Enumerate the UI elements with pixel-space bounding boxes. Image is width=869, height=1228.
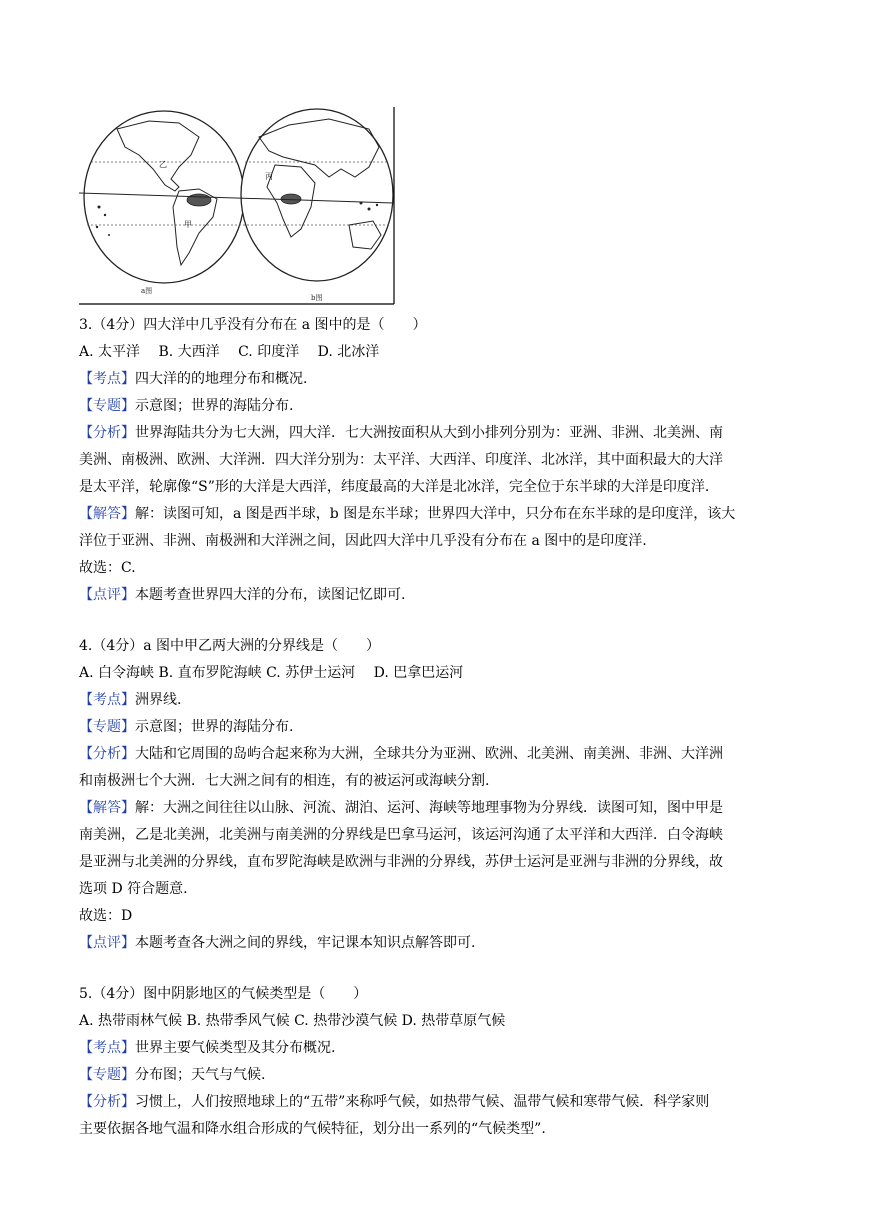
q4-fenxi-1: 【分析】大陆和它周围的岛屿合起来称为大洲，全球共分为亚洲、欧洲、北美洲、南美洲、非洲、大洋洲 <box>79 746 723 762</box>
q3-answer: 故选：C. <box>79 560 136 576</box>
q5-kaodian: 【考点】世界主要气候类型及其分布概况. <box>79 1040 336 1056</box>
hemisphere-map-figure <box>79 107 395 307</box>
label-yi: 乙 <box>159 160 167 169</box>
label-a-map: a图 <box>141 287 153 295</box>
q3-jieda-1: 【解答】解：读图可知，a 图是西半球，b 图是东半球；世界四大洋中，只分布在东半球的是印度洋，该大 <box>79 506 736 522</box>
zhuanti-tag: 【专题】 <box>79 1067 135 1083</box>
q5-fenxi-2: 主要依据各地气温和降水组合形成的气候特征，划分出一系列的“气候类型”. <box>79 1121 546 1137</box>
kaodian-tag: 【考点】 <box>79 1040 135 1056</box>
q4-stem: 4.（4分）a 图中甲乙两大洲的分界线是（ ） <box>79 638 381 654</box>
jieda-tag: 【解答】 <box>79 506 135 522</box>
q4-jieda-1: 【解答】解：大洲之间往往以山脉、河流、湖泊、运河、海峡等地理事物为分界线．读图可知，图中甲是 <box>79 800 723 816</box>
q5-zhuanti: 【专题】分布图；天气与气候. <box>79 1067 266 1083</box>
q4-options: A. 白令海峡 B. 直布罗陀海峡 C. 苏伊士运河 D. 巴拿巴运河 <box>79 665 464 681</box>
q4-kaodian: 【考点】洲界线. <box>79 692 182 708</box>
label-bing: 丙 <box>265 172 273 181</box>
solution-content <box>79 312 799 1143</box>
q3-zhuanti: 【专题】示意图；世界的海陆分布. <box>79 398 294 414</box>
fenxi-tag: 【分析】 <box>79 746 135 762</box>
hemisphere-map <box>79 107 395 307</box>
dianping-tag: 【点评】 <box>79 587 135 603</box>
q4-zhuanti: 【专题】示意图；世界的海陆分布. <box>79 719 294 735</box>
kaodian-tag: 【考点】 <box>79 371 135 387</box>
q5-stem: 5.（4分）图中阴影地区的气候类型是（ ） <box>79 986 368 1002</box>
q3-stem: 3.（4分）四大洋中几乎没有分布在 a 图中的是（ ） <box>79 317 427 333</box>
q4-jieda-2: 南美洲，乙是北美洲，北美洲与南美洲的分界线是巴拿马运河，该运河沟通了太平洋和大西洋．白令海峡 <box>79 827 723 843</box>
fenxi-tag: 【分析】 <box>79 1094 135 1110</box>
q4-dianping: 【点评】本题考查各大洲之间的界线，牢记课本知识点解答即可. <box>79 935 476 951</box>
eastern-hemisphere <box>241 109 393 302</box>
western-hemisphere <box>84 111 244 295</box>
fenxi-tag: 【分析】 <box>79 425 135 441</box>
q5-fenxi-1: 【分析】习惯上，人们按照地球上的“五带”来称呼气候，如热带气候、温带气候和寒带气候．科学家则 <box>79 1094 710 1110</box>
q4-jieda-3: 是亚洲与北美洲的分界线，直布罗陀海峡是欧洲与非洲的分界线，苏伊士运河是亚洲与非洲的分界线，故 <box>79 854 723 870</box>
q3-dianping: 【点评】本题考查世界四大洋的分布，读图记忆即可. <box>79 587 406 603</box>
q4-fenxi-2: 和南极洲七个大洲．七大洲之间有的相连，有的被运河或海峡分割. <box>79 773 490 789</box>
q3-kaodian: 【考点】四大洋的的地理分布和概况. <box>79 371 308 387</box>
q3-fenxi-1: 【分析】世界海陆共分为七大洲，四大洋．七大洲按面积从大到小排列分别为：亚洲、非洲、北美洲、南 <box>79 425 723 441</box>
dianping-tag: 【点评】 <box>79 935 135 951</box>
q4-answer: 故选：D <box>79 908 133 924</box>
q3-options: A. 太平洋 B. 大西洋 C. 印度洋 D. 北冰洋 <box>79 344 380 360</box>
q5-options: A. 热带雨林气候 B. 热带季风气候 C. 热带沙漠气候 D. 热带草原气候 <box>79 1013 506 1029</box>
q3-fenxi-2: 美洲、南极洲、欧洲、大洋洲．四大洋分别为：太平洋、大西洋、印度洋、北冰洋，其中面积最大的大洋 <box>79 452 723 468</box>
label-jia: 甲 <box>184 220 192 229</box>
zhuanti-tag: 【专题】 <box>79 719 135 735</box>
jieda-tag: 【解答】 <box>79 800 135 816</box>
kaodian-tag: 【考点】 <box>79 692 135 708</box>
label-b-map: b图 <box>311 294 323 302</box>
q4-jieda-4: 选项 D 符合题意. <box>79 881 188 897</box>
zhuanti-tag: 【专题】 <box>79 398 135 414</box>
q3-jieda-2: 洋位于亚洲、非洲、南极洲和大洋洲之间，因此四大洋中几乎没有分布在 a 图中的是印度洋. <box>79 533 647 549</box>
q3-fenxi-3: 是太平洋，轮廓像“S”形的大洋是大西洋，纬度最高的大洋是北冰洋，完全位于东半球的大洋是印度洋. <box>79 479 710 495</box>
